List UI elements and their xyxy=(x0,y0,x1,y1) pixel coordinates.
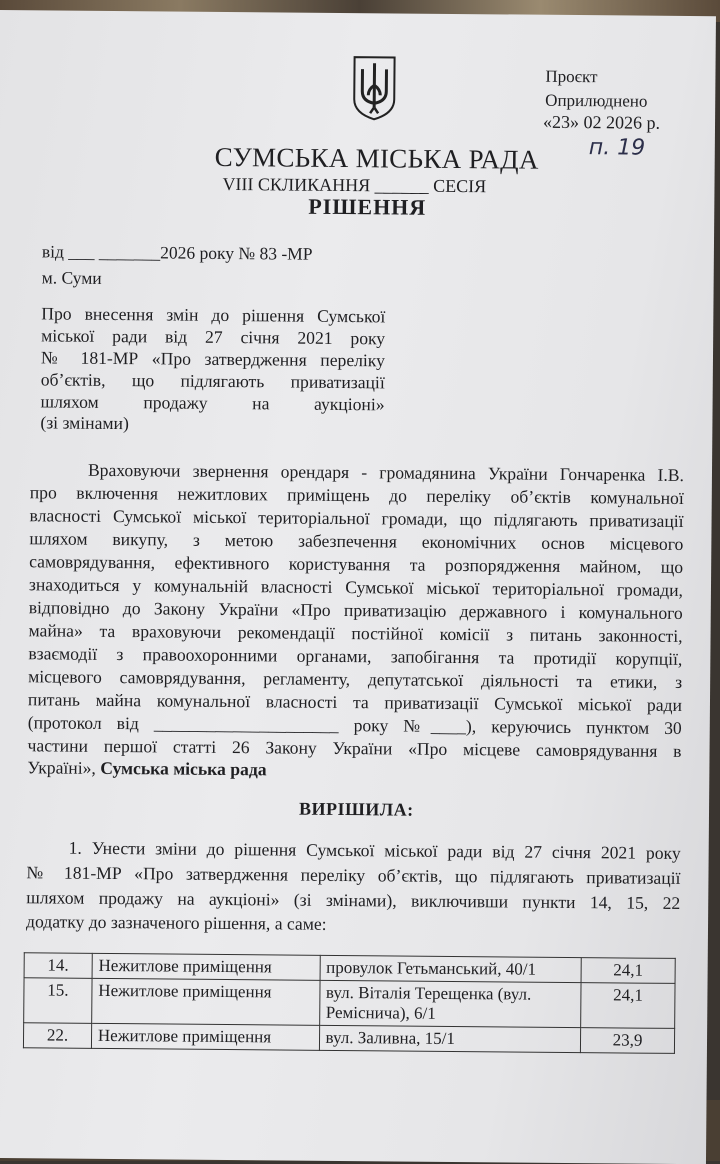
preamble-line-10: місцевого самоврядування, регламенту, депутатської діяльності та етики, з xyxy=(28,666,683,692)
excluded-items-table xyxy=(23,952,676,1054)
subject-line-4: об’єктів, що підлягають приватизації xyxy=(40,369,385,393)
subject-line-3: № 181-МР «Про затвердження переліку xyxy=(40,347,386,371)
preamble-line-4: шляхом викупу, з метою забезпечення економічних основ місцевого xyxy=(29,528,684,554)
subject-line-5: шляхом продажу на аукціоні» xyxy=(40,391,385,415)
preamble-line-5: самоврядування, ефективного користування та розпорядження майном, що xyxy=(29,551,684,577)
subject-line-2: міської ради від 27 січня 2021 року xyxy=(41,325,386,349)
decision-line-4: додатку до зазначеного рішення, а саме: xyxy=(25,911,327,934)
preamble-line-8: майна» та враховуючи рекомендації постійної комісії з питань законності, xyxy=(28,620,683,646)
preamble-line-11: питань майна комунальної власності та приватизації Сумської міської ради xyxy=(27,689,683,715)
trident-emblem-icon xyxy=(352,55,397,121)
item-area: 23,9 xyxy=(581,1028,675,1054)
date-number-line: від ___ _______2026 року № 83 -МР xyxy=(41,241,313,264)
decision-line-2: № 181-МР «Про затвердження переліку об’єктів, що підлягають приватизації xyxy=(26,862,681,888)
item-number: 14. xyxy=(24,953,92,979)
item-address: вул. Заливна, 15/1 xyxy=(319,1025,581,1052)
published-label: Оприлюднено xyxy=(545,90,648,111)
item-name: Нежитлове приміщення xyxy=(92,978,320,1025)
item-address: провулок Гетьманський, 40/1 xyxy=(320,955,582,982)
preamble-last-text: Україні», xyxy=(27,757,96,778)
preamble-line-14 xyxy=(27,757,266,780)
decided-heading: ВИРІШИЛА: xyxy=(298,798,414,820)
item-name: Нежитлове приміщення xyxy=(91,1023,319,1050)
subject-line-6: (зі змінами) xyxy=(40,412,129,434)
decision-line-1: 1. Унести зміни до рішення Сумської міської ради від 27 січня 2021 року xyxy=(68,837,681,863)
table-row xyxy=(23,1023,674,1054)
preamble-line-3: власності Сумської міської територіальної громади, що підлягають приватизації xyxy=(29,505,684,531)
table-row xyxy=(24,978,675,1029)
preamble-line-7: відповідно до Закону України «Про приватизацію державного і комунального xyxy=(28,597,683,623)
subject-line-1: Про внесення змін до рішення Сумської xyxy=(41,303,386,327)
preamble-line-2: про включення нежитлових приміщень до переліку об’єктів комунальної xyxy=(29,482,684,508)
item-number: 22. xyxy=(23,1023,91,1049)
preamble-line-13: частини першої статті 26 Закону України «Про місцеве самоврядування в xyxy=(27,735,682,761)
doc-type-heading: РІШЕННЯ xyxy=(308,193,427,220)
convocation-line: VIII СКЛИКАННЯ ______ СЕСІЯ xyxy=(222,173,487,197)
preamble-line-6: знаходиться у комунальній власності Сумської міської територіальної громади, xyxy=(28,574,684,600)
preamble-line-12: (протокол від _____________________ року №____), керуючись пунктом 30 xyxy=(27,712,682,738)
item-area: 24,1 xyxy=(581,958,675,984)
item-name: Нежитлове приміщення xyxy=(92,953,320,980)
handwritten-item-mark: п. 19 xyxy=(588,135,646,161)
preamble-line-9: взаємодії з правоохоронними органами, запобігання та протидії корупції, xyxy=(28,643,683,669)
council-name: СУМСЬКА МІСЬКА РАДА xyxy=(214,141,539,175)
project-label: Проєкт xyxy=(545,66,598,87)
document-page xyxy=(0,10,716,1164)
preamble-line-1: Враховуючи звернення орендаря - громадянина України Гончаренка І.В. xyxy=(87,459,685,485)
city-line: м. Суми xyxy=(41,267,102,288)
preamble-closing: Сумська міська рада xyxy=(100,757,267,780)
item-area: 24,1 xyxy=(581,983,675,1029)
decision-line-3: шляхом продажу на аукціоні» (зі змінами), виключивши пункти 14, 15, 22 xyxy=(26,887,681,913)
published-date: «23» 02 2026 р. xyxy=(542,111,661,133)
item-address: вул. Віталія Терещенка (вул. Ремісничa), 6/1 xyxy=(319,980,581,1027)
item-number: 15. xyxy=(24,978,92,1024)
